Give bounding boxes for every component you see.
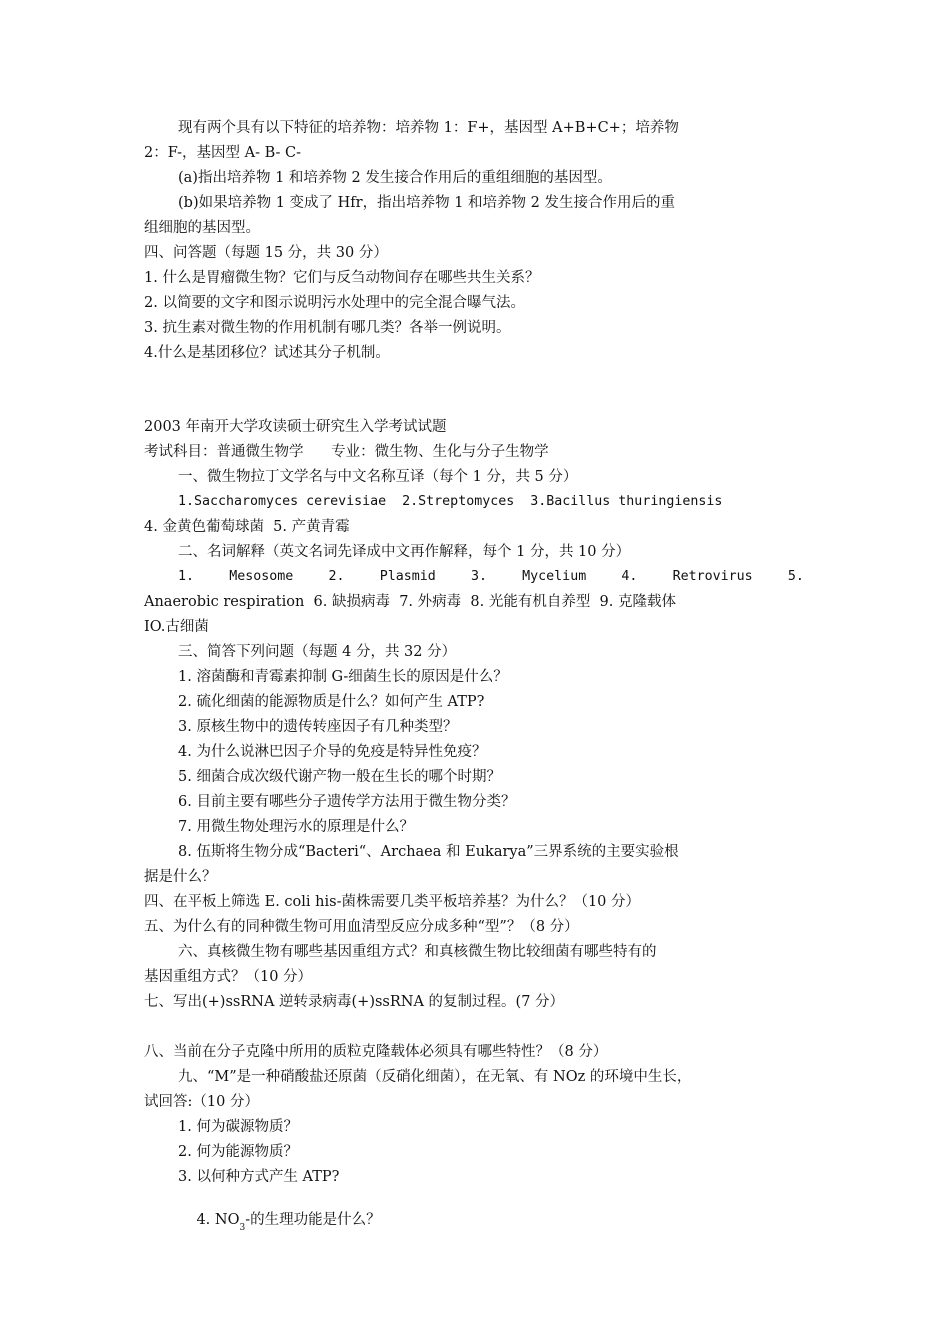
question-item: 2. 何为能源物质？ <box>178 1144 298 1160</box>
term: Mycelium <box>522 569 587 584</box>
text-line: (a)指出培养物 1 和培养物 2 发生接合作用后的重组细胞的基因型。 <box>178 170 612 186</box>
question-item: 7. 用微生物处理污水的原理是什么？ <box>178 819 414 835</box>
question-item: 6. 目前主要有哪些分子遗传学方法用于微生物分类？ <box>178 794 516 810</box>
question-item: 1.Saccharomyces cerevisiae 2.Streptomyces 3.Bacillus thuringiensis <box>178 494 723 509</box>
term: Mesosome <box>229 569 294 584</box>
question-item: 3. 原核生物中的遗传转座因子有几种类型？ <box>178 719 458 735</box>
question-item: 2. 硫化细菌的能源物质是什么？如何产生 ATP? <box>178 694 485 710</box>
section-heading: 四、问答题（每题 15 分，共 30 分） <box>144 245 388 261</box>
exam-subject: 考试科目：普通微生物学 专业：微生物、生化与分子生物学 <box>144 444 549 460</box>
section-heading: 二、名词解释（英文名词先译成中文再作解释，每个 1 分，共 10 分） <box>178 544 631 560</box>
question-item: 五、为什么有的同种微生物可用血清型反应分成多种“型”？（8 分） <box>144 919 579 935</box>
term-number: 2. <box>328 569 345 584</box>
text-line: (b)如果培养物 1 变成了 Hfr，指出培养物 1 和培养物 2 发生接合作用后的重 <box>178 195 675 211</box>
question-item: 试回答:（10 分） <box>144 1094 259 1110</box>
item-text: -的生理功能是什么？ <box>245 1212 381 1228</box>
subscript: 3 <box>239 1223 246 1233</box>
question-item: 七、写出(+)ssRNA 逆转录病毒(+)ssRNA 的复制过程。(7 分） <box>144 994 565 1010</box>
question-item: 九、“M”是一种硝酸盐还原菌（反硝化细菌），在无氧、有 NOz 的环境中生长， <box>178 1069 692 1085</box>
term-list <box>178 568 804 586</box>
question-item: 据是什么？ <box>144 869 217 885</box>
text-line: 2：F-，基因型 A- B- C- <box>144 145 302 161</box>
term-number: 5. <box>787 569 804 584</box>
question-item: IO.古细菌 <box>144 619 209 635</box>
term-number: 3. <box>470 569 487 584</box>
question-item <box>178 1193 381 1255</box>
question-item: 2. 以简要的文字和图示说明污水处理中的完全混合曝气法。 <box>144 295 525 311</box>
question-item: 4.什么是基团移位？试述其分子机制。 <box>144 345 390 361</box>
question-item: 4. 金黄色葡萄球菌 5. 产黄青霉 <box>144 519 350 535</box>
question-item: 八、当前在分子克隆中所用的质粒克隆载体必须具有哪些特性？（8 分） <box>144 1044 608 1060</box>
text-line: 现有两个具有以下特征的培养物：培养物 1：F+，基因型 A+B+C+；培养物 <box>178 120 679 136</box>
question-item: 四、在平板上筛选 E. coli his-菌株需要几类平板培养基？为什么？（10 分） <box>144 894 641 910</box>
question-item: 4. 为什么说淋巴因子介导的免疫是特异性免疫？ <box>178 744 487 760</box>
question-item: 5. 细菌合成次级代谢产物一般在生长的哪个时期？ <box>178 769 501 785</box>
question-item: 1. 何为碳源物质？ <box>178 1119 298 1135</box>
question-item: 3. 以何种方式产生 ATP? <box>178 1169 340 1185</box>
exam-title: 2003 年南开大学攻读硕士研究生入学考试试题 <box>144 419 447 435</box>
question-item: 3. 抗生素对微生物的作用机制有哪几类？各举一例说明。 <box>144 320 511 336</box>
section-heading: 三、简答下列问题（每题 4 分，共 32 分） <box>178 644 457 660</box>
term-number: 1. <box>178 569 195 584</box>
term: Retrovirus <box>672 569 753 584</box>
question-item: Anaerobic respiration 6. 缺损病毒 7. 外病毒 8. 光能有机自养型 9. 克隆载体 <box>144 594 676 610</box>
term: Plasmid <box>379 569 436 584</box>
text-line: 组细胞的基因型。 <box>144 220 260 236</box>
question-item: 8. 伍斯将生物分成“Bacteri“、Archaea 和 Eukarya”三界系统的主要实验根 <box>178 844 679 860</box>
item-text: 4. NO <box>196 1212 240 1228</box>
term-number: 4. <box>621 569 638 584</box>
question-item: 基因重组方式？（10 分） <box>144 969 313 985</box>
question-item: 1. 什么是胃瘤微生物？它们与反刍动物间存在哪些共生关系？ <box>144 270 540 286</box>
section-heading: 一、微生物拉丁文学名与中文名称互译（每个 1 分，共 5 分） <box>178 469 578 485</box>
question-item: 六、真核微生物有哪些基因重组方式？和真核微生物比较细菌有哪些特有的 <box>178 944 657 960</box>
question-item: 1. 溶菌酶和青霉素抑制 G-细菌生长的原因是什么？ <box>178 669 508 685</box>
